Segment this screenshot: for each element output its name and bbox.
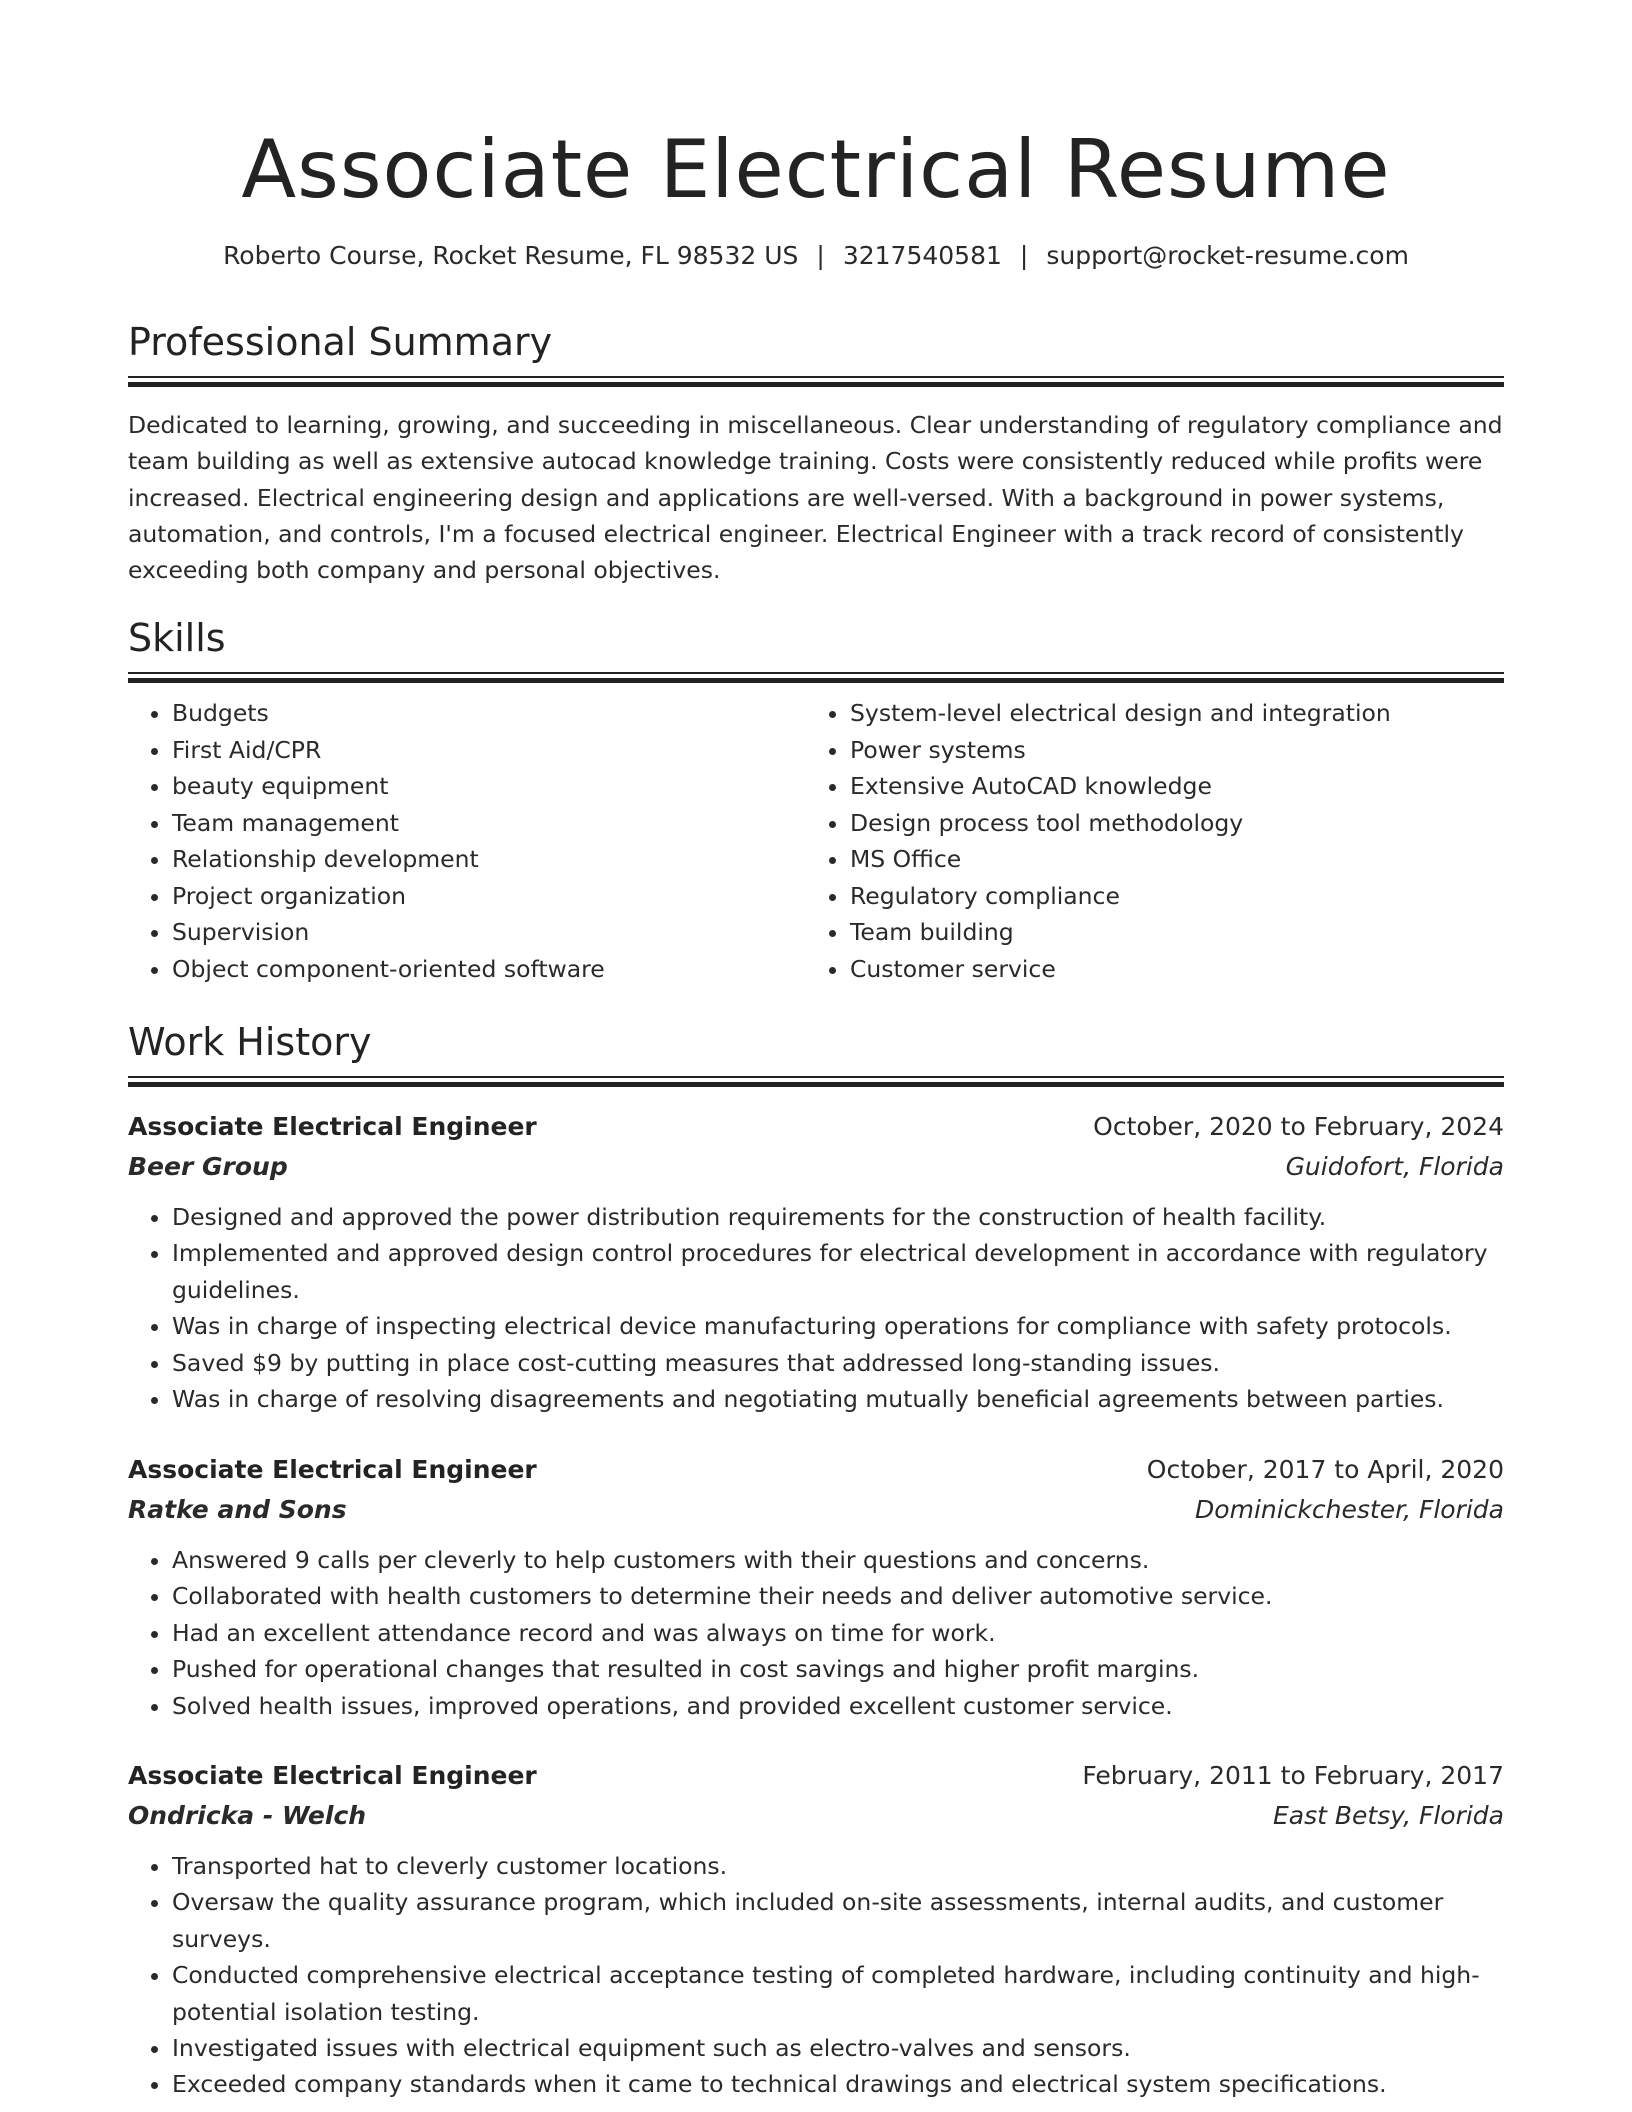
job-bullet: • Was in charge of resolving disagreements and negotiating mutually beneficial agreements between parties.	[172, 1381, 1504, 1417]
contact-phone: 3217540581	[842, 241, 1002, 270]
job-bullet: • Exceeded company standards when it came to technical drawings and electrical system specifications.	[172, 2066, 1504, 2102]
skills-list-right	[806, 695, 1484, 987]
skill-item: • Team management	[172, 805, 806, 842]
skill-item: • Team building	[850, 914, 1484, 951]
job-location: East Betsy, Florida	[1272, 1801, 1504, 1830]
skill-item: • System-level electrical design and integration	[850, 695, 1484, 732]
job-header-row	[128, 1450, 1504, 1490]
job-bullet: • Answered 9 calls per cleverly to help customers with their questions and concerns.	[172, 1542, 1504, 1578]
skill-item: • Object component-oriented software	[172, 951, 806, 988]
skill-item: • MS Office	[850, 841, 1484, 878]
skill-item: • Customer service	[850, 951, 1484, 988]
contact-email: support@rocket-resume.com	[1046, 241, 1409, 270]
job-title: Associate Electrical Engineer	[128, 1455, 537, 1484]
skills-section	[128, 614, 1504, 987]
skill-item: • Design process tool methodology	[850, 805, 1484, 842]
contact-separator: |	[1019, 241, 1029, 270]
job-company: Beer Group	[128, 1152, 288, 1181]
job-bullet: • Saved $9 by putting in place cost-cutting measures that addressed long-standing issues.	[172, 1345, 1504, 1381]
job-entry	[128, 1450, 1504, 1724]
skills-heading: Skills	[128, 616, 226, 660]
job-company-row	[128, 1490, 1504, 1530]
skill-item: • beauty equipment	[172, 768, 806, 805]
job-bullet: • Oversaw the quality assurance program, which included on-site assessments, internal audits, and customer surveys.	[172, 1884, 1504, 1957]
section-divider	[128, 376, 1504, 387]
job-bullet: • Designed and approved the power distribution requirements for the construction of health facility.	[172, 1199, 1504, 1235]
job-company: Ratke and Sons	[128, 1495, 347, 1524]
section-divider	[128, 1076, 1504, 1087]
contact-address: Roberto Course, Rocket Resume, FL 98532 US	[223, 241, 799, 270]
skill-item: • Extensive AutoCAD knowledge	[850, 768, 1484, 805]
job-bullet: • Conducted comprehensive electrical acceptance testing of completed hardware, including continuity and high-potential isolation testing.	[172, 1957, 1504, 2030]
job-header-row	[128, 1756, 1504, 1796]
job-bullet: • Collaborated with health customers to determine their needs and deliver automotive service.	[172, 1578, 1504, 1614]
job-entry	[128, 1756, 1504, 2103]
job-dates: October, 2020 to February, 2024	[1093, 1112, 1504, 1141]
skill-item: • Project organization	[172, 878, 806, 915]
job-company-row	[128, 1796, 1504, 1836]
job-bullet: • Was in charge of inspecting electrical device manufacturing operations for compliance with safety protocols.	[172, 1308, 1504, 1344]
job-bullet: • Had an excellent attendance record and was always on time for work.	[172, 1615, 1504, 1651]
work-history-heading: Work History	[128, 1020, 372, 1064]
job-title: Associate Electrical Engineer	[128, 1761, 537, 1790]
job-dates: October, 2017 to April, 2020	[1146, 1455, 1504, 1484]
job-company: Ondricka - Welch	[128, 1801, 367, 1830]
skill-item: • Regulatory compliance	[850, 878, 1484, 915]
summary-text: Dedicated to learning, growing, and succeeding in miscellaneous. Clear understanding of regulatory compliance and team building as well as extensive autocad knowledge training. Costs were consistently reduced while profits were increased. Electrical engineering design and applications are well-versed. With a background in power systems, automation, and controls, I'm a focused electrical engineer. Electrical Engineer with a track record of consistently exceeding both company and personal objectives.	[128, 411, 1503, 585]
job-entry	[128, 1107, 1504, 1417]
contact-separator: |	[816, 241, 825, 270]
skills-list-left	[128, 695, 806, 987]
resume-title: Associate Electrical Resume	[241, 123, 1391, 216]
job-bullet: • Investigated issues with electrical equipment such as electro-valves and sensors.	[172, 2030, 1504, 2066]
work-history-section	[128, 1018, 1504, 1087]
skill-item: • Supervision	[172, 914, 806, 951]
job-bullets	[128, 1848, 1504, 2103]
job-bullets	[128, 1542, 1504, 1724]
job-bullets	[128, 1199, 1504, 1417]
summary-section	[128, 318, 1504, 588]
job-bullet: • Pushed for operational changes that resulted in cost savings and higher profit margins.	[172, 1651, 1504, 1687]
summary-heading: Professional Summary	[128, 320, 553, 364]
job-dates: February, 2011 to February, 2017	[1082, 1761, 1504, 1790]
job-location: Dominickchester, Florida	[1195, 1495, 1504, 1524]
job-bullet: • Solved health issues, improved operations, and provided excellent customer service.	[172, 1688, 1504, 1724]
job-bullet: • Implemented and approved design control procedures for electrical development in accordance with regulatory guidelines.	[172, 1235, 1504, 1308]
skill-item: • Power systems	[850, 732, 1484, 769]
job-title: Associate Electrical Engineer	[128, 1112, 537, 1141]
skills-grid	[128, 695, 1504, 987]
job-company-row	[128, 1147, 1504, 1187]
job-bullet: • Transported hat to cleverly customer locations.	[172, 1848, 1504, 1884]
skill-item: • First Aid/CPR	[172, 732, 806, 769]
job-location: Guidofort, Florida	[1285, 1152, 1504, 1181]
skill-item: • Relationship development	[172, 841, 806, 878]
skill-item: • Budgets	[172, 695, 806, 732]
job-header-row	[128, 1107, 1504, 1147]
contact-line	[128, 238, 1504, 274]
section-divider	[128, 672, 1504, 683]
